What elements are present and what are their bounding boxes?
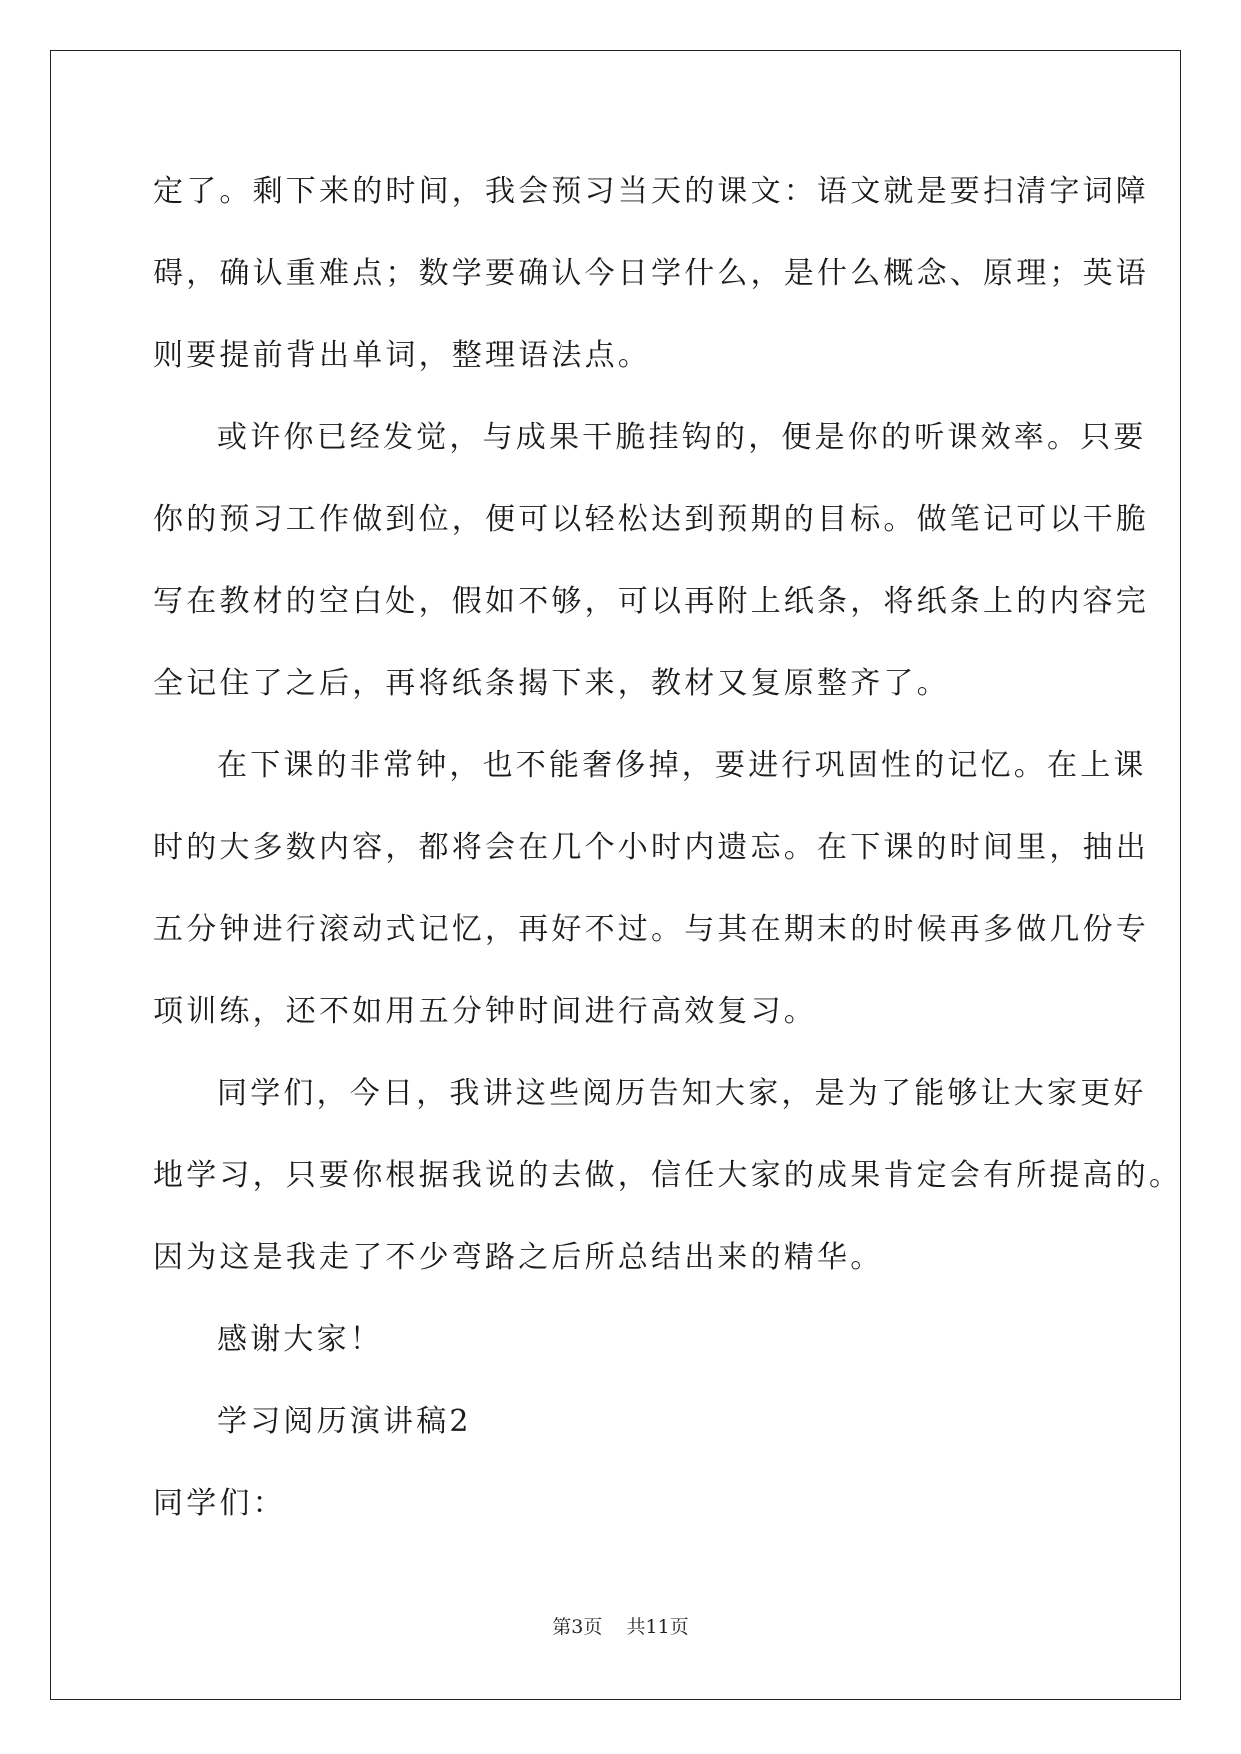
text-line: 感谢大家！	[217, 1322, 383, 1357]
text-line: 定了。剩下来的时间，我会预习当天的课文：语文就是要扫清字词障	[153, 174, 1149, 209]
text-line: 写在教材的空白处，假如不够，可以再附上纸条，将纸条上的内容完	[153, 584, 1149, 619]
text-line: 同学们，今日，我讲这些阅历告知大家，是为了能够让大家更好	[217, 1076, 1147, 1111]
text-line: 因为这是我走了不少弯路之后所总结出来的精华。	[153, 1240, 884, 1275]
text-line: 同学们：	[153, 1486, 286, 1521]
text-line: 五分钟进行滚动式记忆，再好不过。与其在期末的时候再多做几份专	[153, 912, 1149, 947]
page-footer: 第3页 共11页	[552, 1616, 689, 1638]
text-line: 碍，确认重难点；数学要确认今日学什么，是什么概念、原理；英语	[153, 256, 1149, 291]
document-body	[153, 160, 1183, 1554]
text-line: 则要提前背出单词，整理语法点。	[153, 338, 651, 373]
text-line: 项训练，还不如用五分钟时间进行高效复习。	[153, 994, 817, 1029]
text-line: 你的预习工作做到位，便可以轻松达到预期的目标。做笔记可以干脆	[153, 502, 1149, 537]
text-line: 时的大多数内容，都将会在几个小时内遗忘。在下课的时间里，抽出	[153, 830, 1149, 865]
text-line: 或许你已经发觉，与成果干脆挂钩的，便是你的听课效率。只要	[217, 420, 1147, 455]
text-line: 地学习，只要你根据我说的去做，信任大家的成果肯定会有所提高的。	[153, 1158, 1183, 1193]
text-line: 全记住了之后，再将纸条揭下来，教材又复原整齐了。	[153, 666, 950, 701]
text-line: 学习阅历演讲稿2	[217, 1404, 472, 1439]
text-line: 在下课的非常钟，也不能奢侈掉，要进行巩固性的记忆。在上课	[217, 748, 1147, 783]
